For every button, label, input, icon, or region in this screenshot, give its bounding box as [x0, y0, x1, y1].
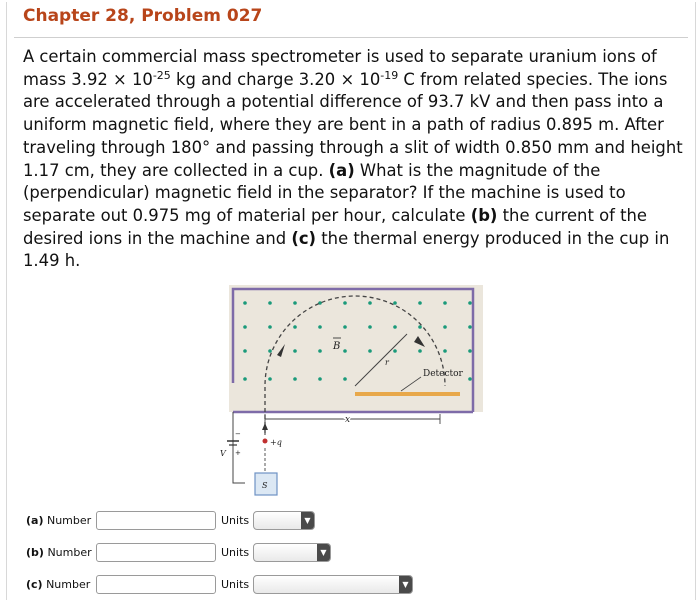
- field-dot: [443, 325, 447, 329]
- field-dot: [368, 325, 372, 329]
- chevron-down-icon: ▼: [317, 544, 330, 561]
- field-dot: [468, 301, 472, 305]
- field-dot: [243, 301, 247, 305]
- problem-text-5: the current of the desired ions in the machine and: [23, 205, 647, 248]
- field-dot: [343, 301, 347, 305]
- mass-exponent: -25: [152, 68, 171, 82]
- field-dot: [393, 325, 397, 329]
- detector-label: Detector: [423, 369, 463, 379]
- field-dot: [318, 325, 322, 329]
- problem-text-3: C from related species. The ions are accelerated through a potential difference of 93.7 kV and then pass into a uniform magnetic field, where they are bent in a path of radius 0.895 m. After traveling through 180° and passing through a slit of width 0.850 mm and height 1.17 cm, they are collected in a cup.: [23, 69, 683, 180]
- units-select-a[interactable]: [253, 511, 315, 530]
- units-select-b[interactable]: [253, 543, 331, 562]
- problem-text-2: kg and charge 3.20 × 10: [170, 69, 381, 89]
- field-dot: [268, 349, 272, 353]
- field-dot: [368, 301, 372, 305]
- answer-label-a: [26, 514, 91, 527]
- answer-label-b: [26, 546, 92, 559]
- field-dot: [393, 349, 397, 353]
- problem-text-4: What is the magnitude of the (perpendicular) magnetic field in the separator? If the machine is used to separate out 0.975 mg of material per hour, calculate: [23, 160, 626, 225]
- units-label-a: Units: [221, 514, 250, 527]
- field-dot: [293, 325, 297, 329]
- ion-charge: [263, 439, 268, 444]
- chevron-down-icon: ▼: [399, 576, 412, 593]
- radius-label: r: [385, 358, 389, 367]
- ion-velocity-arrowhead: [262, 423, 268, 430]
- field-dot: [268, 301, 272, 305]
- field-dot: [343, 377, 347, 381]
- detector-plate: [355, 392, 460, 396]
- field-dot: [443, 301, 447, 305]
- answer-tag-c: (c): [26, 578, 43, 591]
- answer-tag-a: (a): [26, 514, 44, 527]
- field-dot: [318, 349, 322, 353]
- field-dot: [368, 349, 372, 353]
- battery-minus-label: −: [235, 430, 241, 438]
- voltage-label: V: [220, 449, 226, 458]
- field-dot: [418, 301, 422, 305]
- part-a-tag: (a): [328, 160, 355, 180]
- units-select-c[interactable]: [253, 575, 413, 594]
- page-title: Chapter 28, Problem 027: [23, 6, 263, 26]
- mass-spectrometer-figure: [215, 283, 485, 505]
- part-c-tag: (c): [291, 228, 317, 248]
- field-dot: [268, 377, 272, 381]
- field-dot: [443, 349, 447, 353]
- field-dot: [418, 349, 422, 353]
- field-dot: [243, 325, 247, 329]
- answer-tag-b: (b): [26, 546, 44, 559]
- answer-label-c: [26, 578, 90, 591]
- chevron-down-icon: ▼: [301, 512, 314, 529]
- answer-number-label-a: Number: [46, 514, 92, 527]
- field-dot: [243, 349, 247, 353]
- charge-label: +q: [270, 438, 282, 447]
- field-dot: [293, 377, 297, 381]
- answer-number-label-c: Number: [46, 578, 91, 591]
- field-dot: [268, 325, 272, 329]
- charge-exponent: -19: [380, 68, 399, 82]
- field-dot: [318, 377, 322, 381]
- distance-x-label: x: [345, 415, 351, 425]
- field-dot: [468, 325, 472, 329]
- field-dot: [293, 349, 297, 353]
- field-dot: [468, 377, 472, 381]
- number-input-a[interactable]: [96, 511, 216, 530]
- field-dot: [468, 349, 472, 353]
- number-input-b[interactable]: [96, 543, 216, 562]
- problem-text-6: the thermal energy produced in the cup in 1.49 h.: [23, 228, 670, 271]
- units-label-b: Units: [221, 546, 250, 559]
- title-divider: [14, 37, 688, 38]
- answer-number-label-b: Number: [47, 546, 92, 559]
- problem-text: [23, 46, 685, 273]
- field-dot: [343, 325, 347, 329]
- field-label: B: [333, 341, 341, 352]
- source-label: S: [262, 481, 268, 490]
- source-circuit: [233, 412, 245, 483]
- field-dot: [343, 349, 347, 353]
- battery-plus-label: +: [235, 449, 241, 457]
- problem-text-1: A certain commercial mass spectrometer is used to separate uranium ions of mass 3.92 × 10: [23, 47, 657, 89]
- field-dot: [243, 377, 247, 381]
- number-input-c[interactable]: [96, 575, 216, 594]
- field-dot: [293, 301, 297, 305]
- part-b-tag: (b): [470, 205, 498, 225]
- units-label-c: Units: [221, 578, 250, 591]
